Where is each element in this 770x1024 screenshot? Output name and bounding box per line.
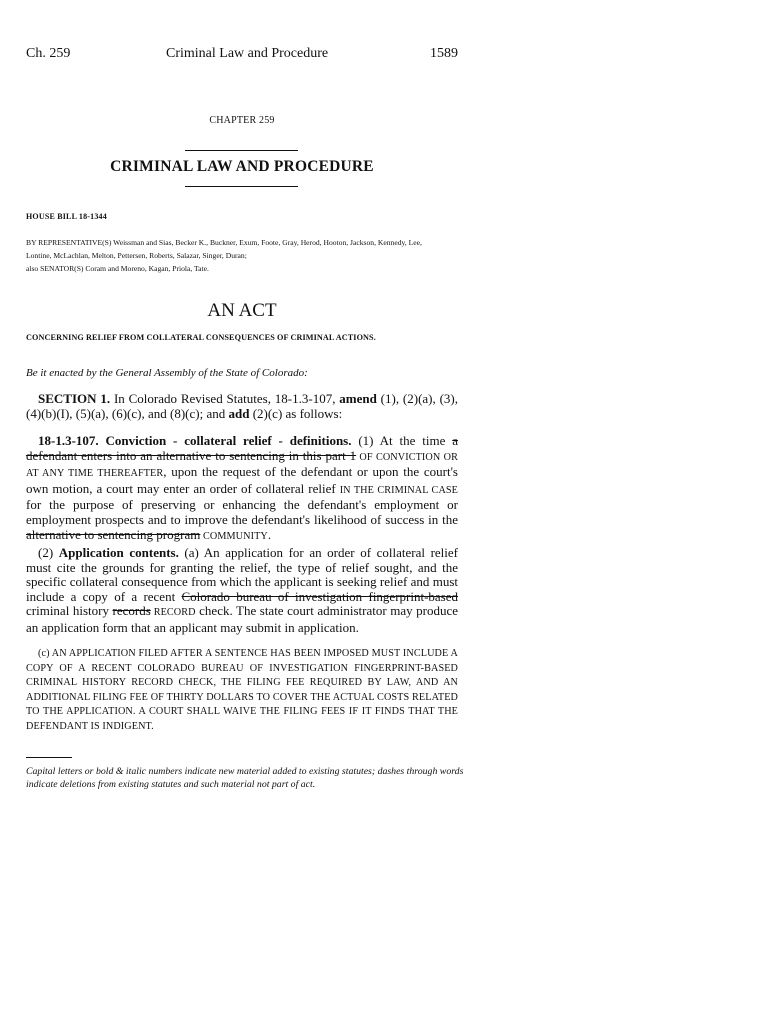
sponsors-line: Lontine, McLachlan, Melton, Pettersen, Roberts, Salazar, Singer, Duran; bbox=[26, 251, 247, 260]
deleted-text: Colorado bureau of investigation fingerprint-based bbox=[181, 588, 459, 604]
title-rule-top bbox=[185, 150, 298, 151]
statute-paragraph-2: (2) Application contents. (a) An application for an order of collateral relief must cite the grounds for granting the relief, the type of relief sought, and the specific collateral consequence from which the applicant is seeking relief and must include a copy of a recent Colorado bureau of investigation fingerprint-based criminal history records RECORD check. The state court administrator may produce an application form that an applicant may submit in application. bbox=[26, 545, 459, 635]
sponsors-block bbox=[26, 236, 458, 275]
running-title: Criminal Law and Procedure bbox=[166, 46, 329, 61]
enacting-clause: Be it enacted by the General Assembly of the State of Colorado: bbox=[26, 367, 308, 379]
sponsors-line: also SENATOR(S) Coram and Moreno, Kagan, Priola, Tate. bbox=[26, 264, 209, 273]
added-text: COMMUNITY bbox=[200, 530, 268, 542]
deleted-text: records bbox=[112, 603, 151, 619]
concerning-clause: CONCERNING RELIEF FROM COLLATERAL CONSEQUENCES OF CRIMINAL ACTIONS. bbox=[26, 333, 376, 342]
section-label: SECTION 1. bbox=[38, 391, 111, 406]
add-keyword: add bbox=[228, 405, 250, 421]
added-text: OF CONVICTION OR AT ANY TIME THEREAFTER bbox=[26, 451, 459, 480]
section-1-paragraph: SECTION 1. In Colorado Revised Statutes, 18-1.3-107, amend (1), (2)(a), (3), (4)(b)(I), (5)(a), (6)(c), and (8)(c); and add (2)(c) as follows: bbox=[26, 391, 458, 421]
deleted-text: alternative to sentencing program bbox=[26, 526, 201, 542]
amend-keyword: amend bbox=[339, 391, 377, 406]
an-act-heading: AN ACT bbox=[207, 300, 277, 321]
statute-paragraph-1: 18-1.3-107. Conviction - collateral relief - definitions. (1) At the time a defendant enters into an alternative to sentencing in this part 1 OF CONVICTION OR AT ANY TIME THEREAFTER, upon the request of the defendant or upon the court's own motion, a court may enter an order of collateral relief IN THE CRIMINAL CASE for the purpose of preserving or enhancing the defendant's employment or employment prospects and to improve the defendant's likelihood of success in the alternative to sentencing program COMMUNITY. bbox=[26, 433, 459, 542]
statute-heading: 18-1.3-107. Conviction - collateral relief - definitions. bbox=[38, 433, 352, 448]
footnote: Capital letters or bold & italic numbers indicate new material added to existing statutes; dashes through words indicate deletions from existing statutes and such material not part of act. bbox=[26, 766, 464, 790]
added-text: (c) AN APPLICATION FILED AFTER A SENTENCE HAS BEEN IMPOSED MUST INCLUDE A COPY OF A RECENT COLORADO BUREAU OF INVESTIGATION FINGERPRINT-BASED CRIMINAL HISTORY RECORD CHECK, THE FILING FEE REQUIRED BY LAW, AND AN ADDITIONAL FILING FEE OF THIRTY DOLLARS TO COVER THE ACTUAL COSTS RELATED TO THE APPLICATION. A COURT SHALL WAIVE THE FILING FEES IF IT FINDS THAT THE DEFENDANT IS INDIGENT. bbox=[26, 648, 458, 732]
chapter-label: CHAPTER 259 bbox=[209, 115, 275, 126]
main-title: CRIMINAL LAW AND PROCEDURE bbox=[110, 158, 374, 175]
footnote-rule bbox=[26, 757, 72, 758]
statute-paragraph-2c bbox=[26, 647, 458, 734]
sponsors-line: BY REPRESENTATIVE(S) Weissman and Sias, Becker K., Buckner, Exum, Foote, Gray, Herod, Hooton, Jackson, Kennedy, Lee, bbox=[26, 238, 422, 247]
title-rule-bottom bbox=[185, 186, 298, 187]
chapter-number: Ch. 259 bbox=[26, 46, 71, 61]
running-header bbox=[26, 46, 458, 64]
subsection-heading: Application contents. bbox=[58, 545, 179, 560]
page-number: 1589 bbox=[430, 46, 458, 61]
added-text: IN THE CRIMINAL CASE bbox=[339, 484, 458, 496]
added-text: RECORD bbox=[150, 607, 196, 619]
bill-number: HOUSE BILL 18-1344 bbox=[26, 212, 107, 221]
deleted-text: a defendant enters into an alternative to sentencing in this part 1 bbox=[26, 433, 458, 463]
